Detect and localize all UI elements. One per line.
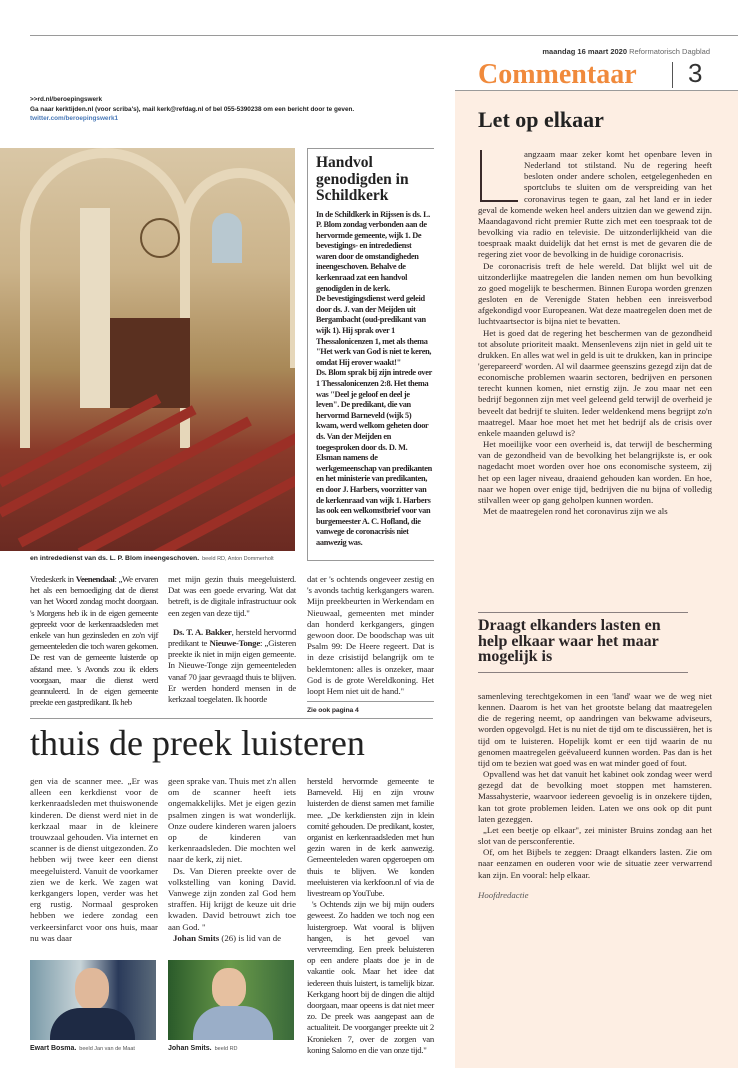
sidebar-text <box>316 210 432 558</box>
editorial-paragraph: Opvallend was het dat vanuit het kabinet ook zondag weer werd gezegd dat de bevolking moet stoppen met hamsteren. Massahysterie, waarvoor iedereen gevoelig is in onzekere tijden, kan tot grote problemen leiden. Laten we ons ook op dit punt laten gezeggen. <box>478 769 712 824</box>
upper-column-2: met mijn gezin thuis meegeluisterd. Dat was een goede ervaring. Wat dat betreft, is de digitale infrastructuur ook een zegen van deze tijd." Ds. T. A. Bakker, hersteld hervormd predikant te Nieuwe-Tonge: „Gisteren preekte ik niet in mijn eigen gemeente. In Nieuwe-Tonge zijn gemeenteleden vanaf 70 jaar gevraagd thuis te blijven. Er werden honderd mensen in de kerkzaal toegelaten. Ik hoorde <box>168 574 296 705</box>
editorial-body <box>478 149 712 605</box>
sidebar-box <box>307 148 434 561</box>
editorial-paragraph: Of, om het Bijbels te zeggen: Draagt elkanders lasten. Zie om naar eenzamen en ouderen voor wie de situatie zeer verwarrend kan zijn. En vooral: help elkaar. <box>478 847 712 880</box>
photo-caption: en intrededienst van ds. L. P. Blom ineengeschoven. beeld RD, Anton Dommerholt <box>30 555 274 562</box>
lower-column-2: geen sprake van. Thuis met z'n allen om de scanner heeft iets ongemakkelijks. Met je eigen gezin psalmen zingen is wat wonderlijk. Onze oudere kinderen waren jaloers op de kinderen van kerkenraadsleden. Die mochten wel naar de kerk, zij niet. Ds. Van Dieren preekte over de volkstelling van koning David. Vanwege zijn zonden zal God hem straffen. Hij krijgt de keuze uit drie kwaden. David betrouwt zich toe aan God. " Johan Smits (26) is lid van de <box>168 776 296 943</box>
top-rule <box>30 35 738 36</box>
upper-column-3: dat er 's ochtends ongeveer zestig en 's avonds tachtig kerkgangers waren. Mijn preekbeurten in Werkendam en Nieuwaal, gemeenten met minder dan honderd kerkgangers, gingen gewoon door. De boodschap was uit Psalm 99: De Heere regeert. Dat is in deze crisistijd belangrijk om te beklemtonen: alles is onzeker, maar God is de grote Wereldkoning. Het loopt Hem niet uit de hand." Zie ook pagina 4 <box>307 574 434 715</box>
editorial-body-continued <box>478 691 712 1051</box>
editorial-panel <box>455 90 738 1068</box>
dropcap-letter <box>480 150 518 202</box>
links-block <box>30 95 354 124</box>
dateline <box>542 47 710 56</box>
contact-line: Ga naar kerktijden.nl (voor scriba's), mail kerk@refdag.nl of bel 055-5390238 om een bericht door te geven. <box>30 105 355 113</box>
sidebar-paragraph: De bevestigingsdienst werd geleid door ds. J. van der Meijden uit Bergambacht (oud-predikant van wijk 1). Hij sprak over 1 Thessalonicenzen 1, met als thema "Het werk van God is niet te keren, omdat Hij erover waakt!" <box>316 294 432 367</box>
rd-link[interactable]: >>rd.nl/beroepingswerk <box>30 96 103 103</box>
editorial-paragraph: „Let een beetje op elkaar", zei minister Bruins zondag aan het slot van de persconferentie. <box>478 824 712 847</box>
lower-column-3: hersteld hervormde gemeente te Barneveld. Hij en zijn vrouw luisterden de dienst samen met familie mee. „De kerkdiensten zijn in klein comité gehouden. De predikant, koster, organist en kerkenraadsleden met hun gezin waren in de kerk aanwezig. Gemeenteleden waren opgeroepen om thuis te blijven. We konden meeluisteren via kerkfoon.nl of via de livestream op YouTube. 's Ochtends zijn we bij mijn ouders geweest. Zo hadden we toch nog een luistergroep. Wat vooral is blijven hangen, is het gevoel van vervreemding. Een preek beluisteren op een andere plaats doe je in de vakantie ook. Maar het idee dat iedereen thuis luistert, is tamelijk bizar. Kerkgang hoort bij de dingen die altijd doorgaan, maar opeens is dat niet meer zo. De preek was aangepast aan de actualiteit. De voorganger preekte uit 2 Kronieken 7, over de zorgen van koning Salomo en die van onze tijd." <box>307 776 434 1055</box>
editorial-title: Let op elkaar <box>478 107 604 132</box>
page-number: 3 <box>688 58 703 88</box>
section-title: Commentaar <box>478 59 637 90</box>
person-name: Johan Smits <box>173 932 220 943</box>
paper-name: Reformatorisch Dagblad <box>629 47 710 56</box>
ewart-bosma-photo <box>30 960 156 1040</box>
editorial-paragraph: Het moeilijke voor een overheid is, dat terwijl de bescherming van de gezondheid van de bevolking het belangrijkste is, er ook nagedacht moet worden over hoe ons economische systeem, zij het op een lager niveau, draaiend gehouden kan worden. En hoe, naar we hopen over enige tijd, bedrijven die nu bijna of volledig stilvallen weer op gang geholpen kunnen worden. <box>478 439 712 505</box>
place-name: Nieuwe-Tonge <box>209 638 260 649</box>
photo-caption-smits: Johan Smits. beeld RD <box>168 1045 238 1052</box>
lower-column-1: gen via de scanner mee. „Er was alleen een kerkdienst voor de kerkenraadsleden met thuiswonende kinderen. De dienst werd niet in de kerkzaal maar in de kleinere trouwzaal gehouden. Via internet en scanner is de dienst uitgezonden. Zo hebben wij twee keer een dienst meegeluisterd. Vanuit de voorkamer zien we de kerk. We zagen wat kerkgangers lopen, verder was het erg rustig. Normaal gesproken hebben we iedere zondag een verkeersinfarct voor ons huis, maar nu was daar <box>30 776 159 943</box>
headline: thuis de preek luisteren <box>30 723 365 763</box>
editorial-paragraph: Het is goed dat de regering het beschermen van de gezondheid tot absolute prioriteit maakt. Mensenlevens zijn niet in geld uit te drukken. En alles wat wel in geld is uit te drukken, kan in principe 'gerepareerd' worden. Al wil daarmee geenszins gezegd zijn dat de economische problemen waarin sectoren, bedrijven en personen terecht kunnen komen, niet ernstig zijn. Je zou maar net een bedrijf begonnen zijn met veel geleend geld terwijl de overheid je beveelt dat bedrijf te sluiten. Ieder weldenkend mens begrijpt zo'n maatregel. Maar hoe moet het met het bedrijf als de crisis over enkele maanden geluwd is? <box>478 327 712 438</box>
see-also-link[interactable]: Zie ook pagina 4 <box>307 701 434 715</box>
title-divider <box>672 62 673 88</box>
editorial-signature: Hoofdredactie <box>478 889 529 900</box>
sidebar-title: Handvol genodigden in Schildkerk <box>316 154 409 204</box>
date: maandag 16 maart 2020 <box>542 47 628 56</box>
person-name: Ds. T. A. Bakker <box>173 626 232 637</box>
editorial-paragraph: angzaam maar zeker komt het openbare leven in Nederland tot stilstand. Nu de regering heeft besloten onder andere scholen, eetgelegenheden en sportclubs te sluiten om de verspreiding van het coronavirus tegen te gaan, zal het land er in ieder geval de komende weken heel anders uitzien dan we gewend zijn. Maandagavond richt premier Rutte zich met een toespraak tot de bevolking via radio en televisie. De uitzonderlijkheid van die toespraak maakt duidelijk dat het ernst is met de gevaren die de regering ziet voor de bevolking in de huidige coronacrisis. <box>478 149 712 260</box>
photo-caption-bosma: Ewart Bosma. beeld Jan van de Maat <box>30 1045 135 1052</box>
headline-rule <box>30 718 433 719</box>
editorial-paragraph: samenleving terechtgekomen in een 'land' waar we de weg niet kennen. Daarom is het van het grootste belang dat maatregelen die de regering neemt, op aandringen van bekwame adviseurs, worden opgevolgd. Het is nu niet de tijd om te discussiëren, het is tijd om te luisteren. Hopelijk komt er een tijd waarin de nu genomen maatregelen geëvalueerd kunnen worden. Pas dan is het tijd om te bezien wat goed was en wat minder goed of fout. <box>478 691 712 768</box>
photo-credit: beeld RD, Anton Dommerholt <box>202 556 274 562</box>
editorial-paragraph: De coronacrisis treft de hele wereld. Dat blijkt wel uit de uitzonderlijke maatregelen die landen nemen om hun bevolking zo goed mogelijk te beschermen. Binnen Europa worden grenzen gesloten en de Verenigde Staten hebben een inreisverbod afgekondigd voor Europeanen. Wat deze maatregelen doen met de luchtvaartsector is bijna niet te bevatten. <box>478 260 712 327</box>
place-name: Veenendaal <box>75 574 115 584</box>
pullquote: Draagt elkanders lasten en help elkaar waar het maar mogelijk is <box>478 612 688 673</box>
sidebar-paragraph: In de Schildkerk in Rijssen is ds. L. P. Blom zondag verbonden aan de hervormde gemeente, wijk 1. De bevestigings- en intrededienst waren door de omstandigheden ineengeschoven. Behalve de kerkenraad zat een handvol genodigden in de kerk. <box>316 209 431 293</box>
sidebar-paragraph: Ds. Blom sprak bij zijn intrede over 1 Thessalonicenzen 2:8. Het thema was "Deel je geloof en deel je leven". De predikant, die van hervormd Barneveld (wijk 5) kwam, werd welkom geheten door ds. Van der Meijden en toegesproken door ds. D. M. Elsman namens de werkgemeenschap van predikanten en het ministerie van predikanten, en door J. Harbers, voorzitter van de kerkenraad van wijk 1. Harbers las ook een welkomstbrief voor van burgemeester A. C. Hofland, die vanwege de coronacrisis niet aanwezig was. <box>316 368 432 547</box>
editorial-paragraph: Met de maatregelen rond het coronavirus zijn we als <box>483 506 668 516</box>
upper-column-1: Vredeskerk in Veenendaal: „We ervaren het als een bemoediging dat de dienst van het Woord zondag mocht doorgaan. 's Morgens heb ik in de eigen gemeente gepreekt voor de kerkenraadsleden met enkele van hun gezinsleden en zo'n vijf gemeenteleden die toch waren gekomen. De rest van de gemeente luisterde op afstand mee. 's Avonds zou ik elders voorgaan, maar die dienst werd geannuleerd. In de eigen gemeente preekte een gastpredikant. Ik heb <box>30 574 158 708</box>
johan-smits-photo <box>168 960 294 1040</box>
twitter-link[interactable]: twitter.com/beroepingswerk1 <box>30 115 119 122</box>
church-interior-photo <box>0 148 295 551</box>
